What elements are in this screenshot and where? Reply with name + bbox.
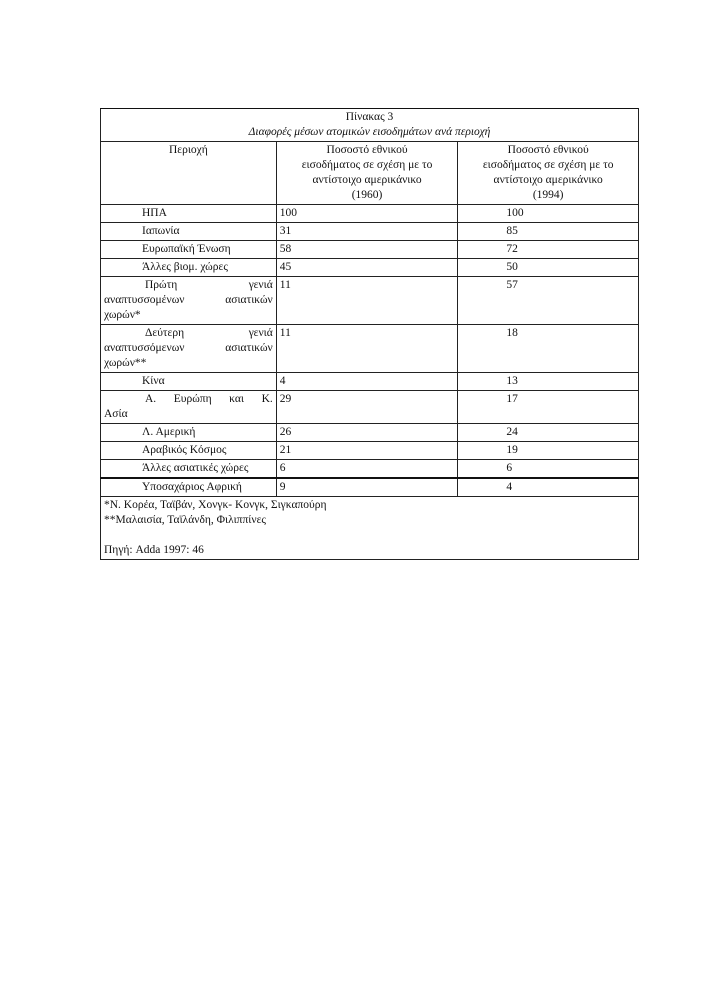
- value-1994: 24: [458, 424, 639, 442]
- region-name: Άλλες βιομ. χώρες: [142, 261, 228, 273]
- header-1994-line: εισοδήματος σε σχέση με το: [482, 159, 614, 171]
- header-1960: [276, 142, 458, 205]
- table-row: [101, 442, 639, 460]
- region-line: χωρών**: [104, 357, 147, 369]
- region-line: χωρών*: [104, 309, 141, 321]
- table-caption: [101, 109, 639, 142]
- value-1960: 6: [276, 460, 458, 479]
- region-name: Ευρωπαϊκή Ένωση: [142, 243, 231, 255]
- value-1960: 11: [276, 325, 458, 373]
- footnote: *Ν. Κορέα, Ταϊβάν, Χονγκ- Κονγκ, Σιγκαπούρη: [104, 499, 327, 511]
- value-1960: 100: [276, 205, 458, 223]
- region-cell: [101, 241, 277, 259]
- region-cell: [101, 442, 277, 460]
- table-row: [101, 241, 639, 259]
- value-1960: 4: [276, 373, 458, 391]
- region-line: αναπτυσσομένων ασιατικών: [104, 294, 273, 306]
- value-1994: 13: [458, 373, 639, 391]
- value-1994: 72: [458, 241, 639, 259]
- table-row: [101, 205, 639, 223]
- table-row: [101, 424, 639, 442]
- value-1960: 58: [276, 241, 458, 259]
- table-caption-row: [101, 109, 639, 142]
- value-1994: 18: [458, 325, 639, 373]
- region-name: [104, 278, 273, 323]
- region-name: [104, 392, 273, 422]
- value-1994: 6: [458, 460, 639, 479]
- header-region: [101, 142, 277, 205]
- header-1994-year: (1994): [532, 189, 564, 201]
- table-row: [101, 277, 639, 325]
- region-cell: [101, 325, 277, 373]
- table-row: [101, 373, 639, 391]
- region-cell: [101, 478, 277, 497]
- region-name: Ιαπωνία: [142, 225, 180, 237]
- value-1994: 4: [458, 478, 639, 497]
- table-row: [101, 460, 639, 479]
- region-cell: [101, 223, 277, 241]
- table-title: Πίνακας 3: [345, 111, 394, 123]
- header-1960-year: (1960): [351, 189, 383, 201]
- header-1960-line: αντίστοιχο αμερικάνικο: [312, 174, 422, 186]
- region-name: Αραβικός Κόσμος: [142, 444, 227, 456]
- region-line: Δεύτερη γενιά: [145, 327, 273, 339]
- region-line: Α. Ευρώπη και Κ.: [145, 393, 273, 405]
- table-header-row: [101, 142, 639, 205]
- value-1960: 21: [276, 442, 458, 460]
- region-line: Πρώτη γενιά: [145, 279, 273, 291]
- value-1960: 26: [276, 424, 458, 442]
- table-notes: [101, 497, 639, 560]
- value-1994: 57: [458, 277, 639, 325]
- header-1960-line: εισοδήματος σε σχέση με το: [301, 159, 433, 171]
- region-name: ΗΠΑ: [142, 207, 167, 219]
- region-cell: [101, 259, 277, 277]
- table-row: [101, 478, 639, 497]
- value-1960: 31: [276, 223, 458, 241]
- region-name: Λ. Αμερική: [142, 426, 196, 438]
- table-row: [101, 259, 639, 277]
- header-1960-line: Ποσοστό εθνικού: [326, 144, 408, 156]
- header-1994-line: αντίστοιχο αμερικάνικο: [493, 174, 603, 186]
- region-cell: [101, 391, 277, 424]
- notes-spacer: [104, 528, 635, 543]
- value-1994: 17: [458, 391, 639, 424]
- table-subtitle: Διαφορές μέσων ατομικών εισοδημάτων ανά περιοχή: [248, 126, 491, 138]
- footnote: **Μαλαισία, Ταϊλάνδη, Φιλιππίνες: [104, 514, 266, 526]
- value-1994: 85: [458, 223, 639, 241]
- header-1994-line: Ποσοστό εθνικού: [507, 144, 589, 156]
- region-cell: [101, 205, 277, 223]
- value-1960: 9: [276, 478, 458, 497]
- region-cell: [101, 460, 277, 479]
- value-1960: 45: [276, 259, 458, 277]
- region-cell: [101, 424, 277, 442]
- header-1994: [458, 142, 639, 205]
- table-row: [101, 391, 639, 424]
- region-line: Ασία: [104, 408, 128, 420]
- value-1960: 29: [276, 391, 458, 424]
- region-cell: [101, 373, 277, 391]
- region-cell: [101, 277, 277, 325]
- header-region-label: Περιοχή: [168, 144, 208, 156]
- income-table: [100, 108, 639, 560]
- value-1994: 19: [458, 442, 639, 460]
- region-name: Υποσαχάριος Αφρική: [142, 481, 242, 493]
- source-note: Πηγή: Adda 1997: 46: [104, 544, 204, 556]
- table-notes-row: [101, 497, 639, 560]
- value-1960: 11: [276, 277, 458, 325]
- table-row: [101, 223, 639, 241]
- region-name: Κίνα: [142, 375, 165, 387]
- table-row: [101, 325, 639, 373]
- region-line: αναπτυσσόμενων ασιατικών: [104, 342, 273, 354]
- value-1994: 50: [458, 259, 639, 277]
- region-name: [104, 326, 273, 371]
- value-1994: 100: [458, 205, 639, 223]
- region-name: Άλλες ασιατικές χώρες: [142, 462, 249, 474]
